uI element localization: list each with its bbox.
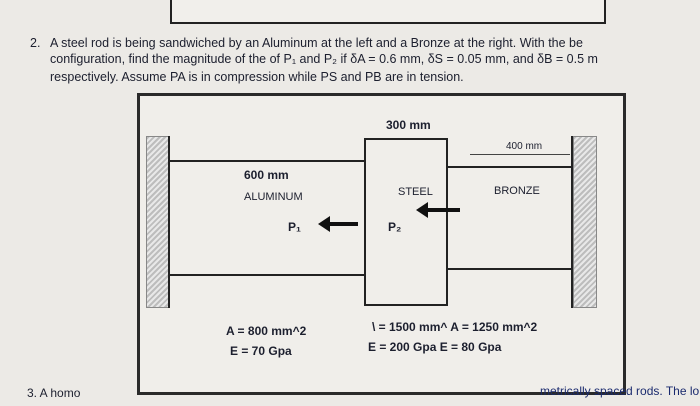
question-line-1: A steel rod is being sandwiched by an Aluminum at the left and a Bronze at the right. With the be [50, 36, 583, 50]
question-number: 2. [30, 36, 41, 50]
aluminum-modulus: E = 70 Gpa [230, 344, 292, 358]
steel-block [364, 138, 448, 306]
steel-length-label: 300 mm [386, 118, 431, 132]
steel-bronze-modulus: E = 200 Gpa E = 80 Gpa [368, 340, 502, 354]
steel-bronze-area: \ = 1500 mm^ A = 1250 mm^2 [372, 320, 538, 334]
problem-figure [137, 93, 626, 395]
previous-figure-box [170, 0, 606, 24]
bronze-rod [446, 166, 571, 270]
right-wall-edge [571, 136, 573, 308]
p2-label: P₂ [388, 220, 402, 234]
bronze-dimension-line [470, 154, 570, 155]
p1-arrow [328, 222, 358, 226]
left-wall [146, 136, 170, 308]
aluminum-label: ALUMINUM [244, 191, 303, 203]
next-question-text: metrically spaced rods. The lo [540, 384, 700, 398]
p2-arrow [426, 208, 460, 212]
aluminum-length-label: 600 mm [244, 168, 289, 182]
question-line-2: configuration, find the magnitude of the of P₁ and P₂ if δA = 0.6 mm, δS = 0.05 mm, and δB = 0.5 m [50, 52, 598, 66]
next-question-number: 3. A homo [27, 386, 81, 400]
bronze-length-label: 400 mm [506, 141, 543, 152]
bronze-label: BRONZE [494, 185, 540, 197]
p1-label: P₁ [288, 220, 301, 234]
aluminum-area: A = 800 mm^2 [226, 324, 307, 338]
right-wall [573, 136, 597, 308]
steel-label: STEEL [398, 186, 433, 198]
question-line-3: respectively. Assume PA is in compression while PS and PB are in tension. [50, 70, 464, 84]
